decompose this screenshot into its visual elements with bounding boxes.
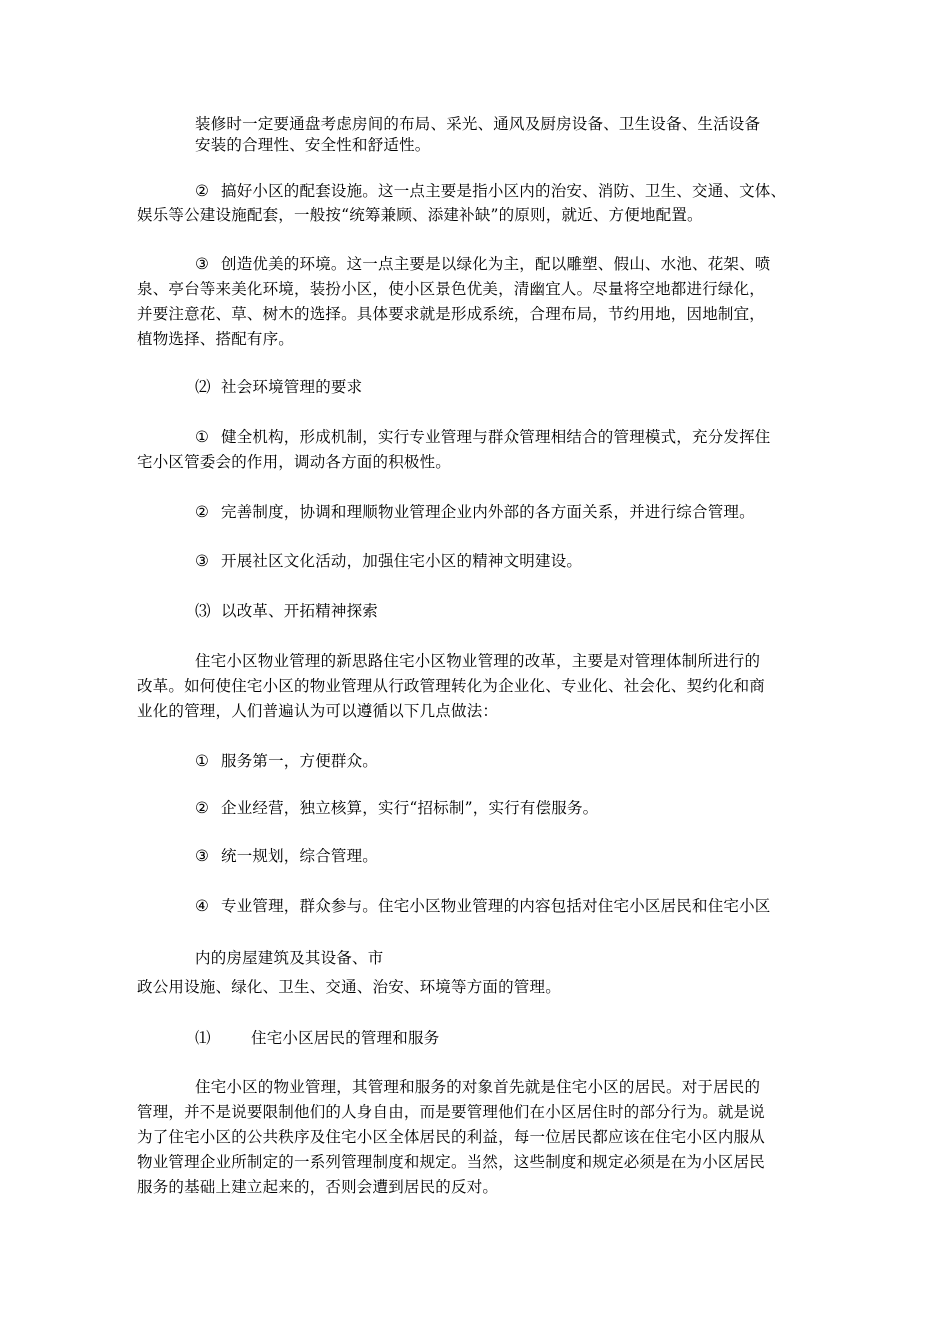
list-marker: ① <box>195 752 210 770</box>
reform-item-1-text: 服务第一，方便群众。 <box>221 752 379 770</box>
environment-line-3: 并要注意花、草、树木的选择。具体要求就是形成系统，合理布局，节约用地，因地制宜， <box>137 305 766 323</box>
content-continuation-line-1: 内的房屋建筑及其设备、市 <box>195 949 384 967</box>
social-item-2-text: 完善制度，协调和理顺物业管理企业内外部的各方面关系，并进行综合管理。 <box>221 503 755 521</box>
social-item-3-text: 开展社区文化活动，加强住宅小区的精神文明建设。 <box>221 552 583 570</box>
reform-item-2-text: 企业经营，独立核算，实行“招标制”，实行有偿服务。 <box>221 799 599 817</box>
facilities-line-2: 娱乐等公建设施配套，一般按“统筹兼顾、添建补缺”的原则，就近、方便地配置。 <box>137 206 703 224</box>
list-marker: ② <box>195 799 210 817</box>
section-marker: ⑶ <box>195 602 211 620</box>
section-heading-residents <box>195 1027 439 1049</box>
list-marker: ② <box>195 503 210 521</box>
list-marker: ③ <box>195 552 210 570</box>
reform-item-1 <box>195 750 378 772</box>
social-item-1-text: 健全机构，形成机制，实行专业管理与群众管理相结合的管理模式，充分发挥住 <box>221 428 771 446</box>
social-item-3 <box>195 550 582 572</box>
residents-para-line-1: 住宅小区的物业管理，其管理和服务的对象首先就是住宅小区的居民。对于居民的 <box>195 1078 761 1096</box>
facilities-text-1: 搞好小区的配套设施。这一点主要是指小区内的治安、消防、卫生、交通、文体、 <box>221 182 787 200</box>
section-heading-reform <box>195 600 378 622</box>
residents-para-line-3: 为了住宅小区的公共秩序及住宅小区全体居民的利益，每一位居民都应该在住宅小区内服从 <box>137 1128 766 1146</box>
section-marker: ⑵ <box>195 378 211 396</box>
environment-line-4: 植物选择、搭配有序。 <box>137 330 295 348</box>
reform-para-line-1: 住宅小区物业管理的新思路住宅小区物业管理的改革，主要是对管理体制所进行的 <box>195 652 761 670</box>
list-marker: ④ <box>195 897 210 915</box>
section-heading-social <box>195 376 362 398</box>
list-marker: ③ <box>195 255 210 273</box>
list-marker: ③ <box>195 847 210 865</box>
residents-para-line-4: 物业管理企业所制定的一系列管理制度和规定。当然，这些制度和规定必须是在为小区居民 <box>137 1153 766 1171</box>
reform-para-line-3: 业化的管理，人们普遍认为可以遵循以下几点做法： <box>137 702 499 720</box>
content-continuation-line-2: 政公用设施、绿化、卫生、交通、治安、环境等方面的管理。 <box>137 978 561 996</box>
environment-line-2: 泉、亭台等来美化环境，装扮小区，使小区景色优美，清幽宜人。尽量将空地都进行绿化， <box>137 280 766 298</box>
list-marker: ① <box>195 428 210 446</box>
section-marker: ⑴ <box>195 1029 211 1047</box>
reform-item-2 <box>195 797 598 819</box>
social-item-2 <box>195 501 755 523</box>
reform-item-4-text: 专业管理，群众参与。住宅小区物业管理的内容包括对住宅小区居民和住宅小区 <box>221 897 771 915</box>
social-item-1-line-2: 宅小区管委会的作用，调动各方面的积极性。 <box>137 453 452 471</box>
environment-text-1: 创造优美的环境。这一点主要是以绿化为主，配以雕塑、假山、水池、花架、喷 <box>221 255 771 273</box>
section-title: 以改革、开拓精神探索 <box>221 602 379 620</box>
residents-para-line-2: 管理，并不是说要限制他们的人身自由，而是要管理他们在小区居住时的部分行为。就是说 <box>137 1103 766 1121</box>
reform-para-line-2: 改革。如何使住宅小区的物业管理从行政管理转化为企业化、专业化、社会化、契约化和商 <box>137 677 766 695</box>
facilities-line-1 <box>195 180 786 202</box>
reform-item-4 <box>195 895 771 917</box>
list-marker: ② <box>195 182 210 200</box>
section-title: 住宅小区居民的管理和服务 <box>251 1029 440 1047</box>
intro-line-1: 装修时一定要通盘考虑房间的布局、采光、通风及厨房设备、卫生设备、生活设备 <box>195 115 761 133</box>
section-title: 社会环境管理的要求 <box>221 378 363 396</box>
residents-para-line-5: 服务的基础上建立起来的，否则会遭到居民的反对。 <box>137 1178 499 1196</box>
reform-item-3-text: 统一规划，综合管理。 <box>221 847 379 865</box>
reform-item-3 <box>195 845 378 867</box>
environment-line-1 <box>195 253 771 275</box>
intro-line-2: 安装的合理性、安全性和舒适性。 <box>195 136 431 154</box>
social-item-1-line-1 <box>195 426 771 448</box>
